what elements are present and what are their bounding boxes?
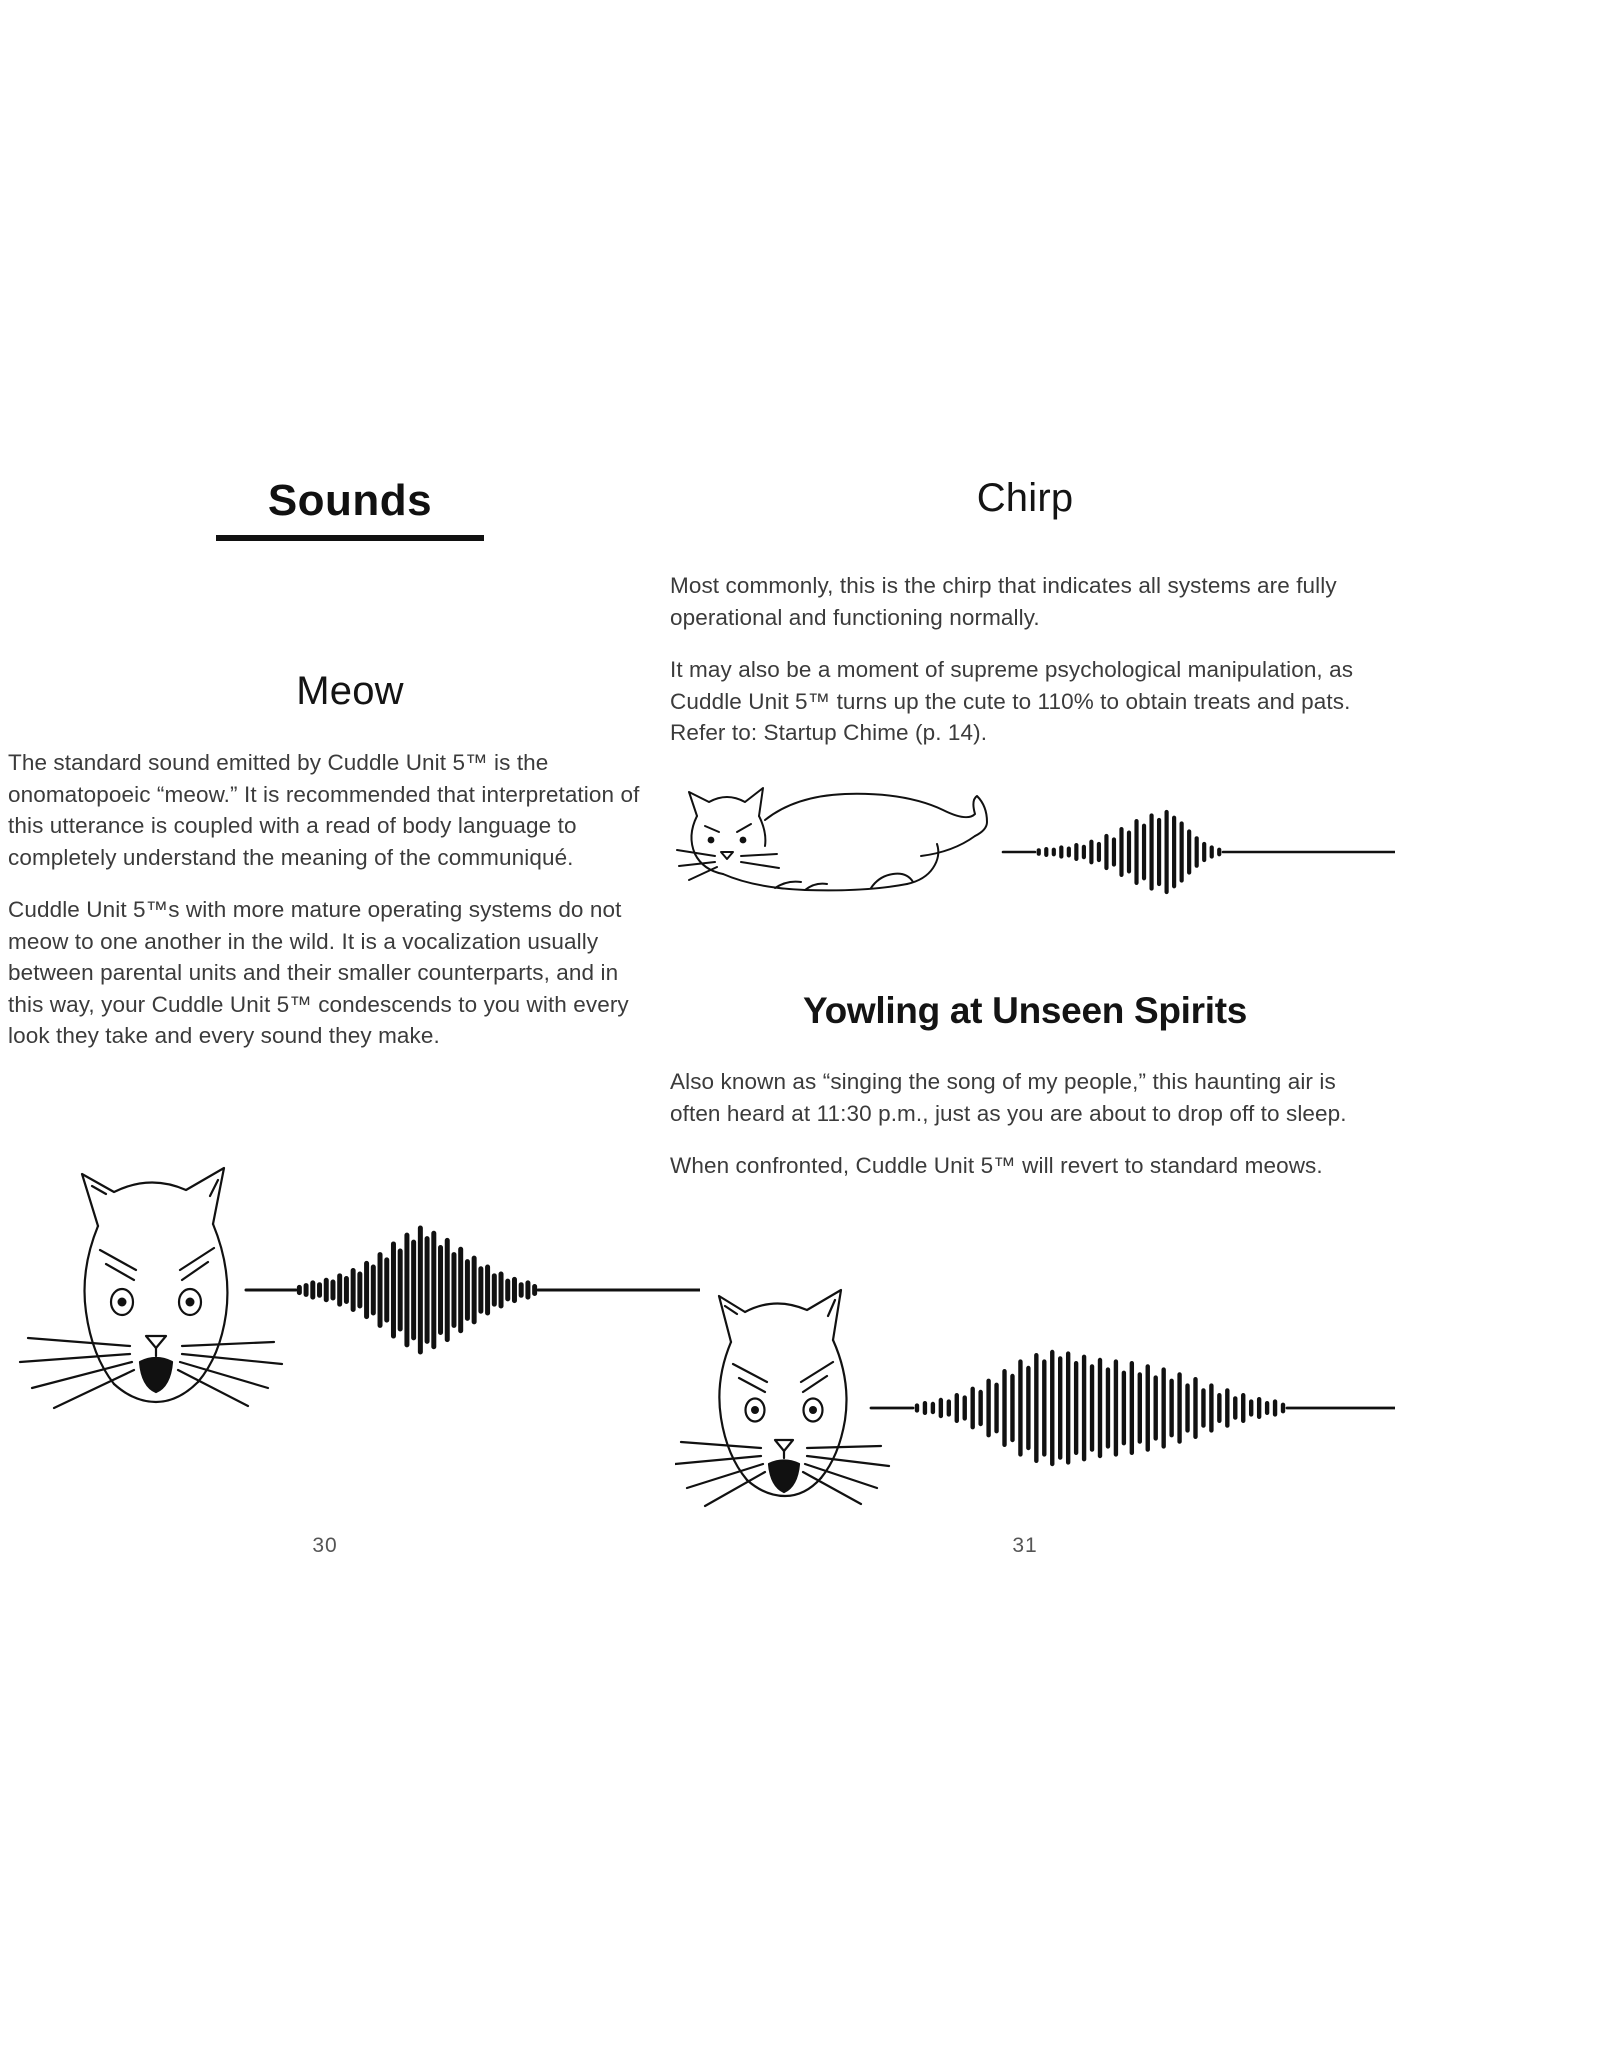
section-heading-meow: Meow <box>296 669 404 713</box>
paragraph: Also known as “singing the song of my people,” this haunting air is often heard at 11:30 p.m., just as you are about to drop off to sleep. <box>670 1069 1347 1126</box>
paragraph: When confronted, Cuddle Unit 5™ will revert to standard meows. <box>670 1153 1323 1178</box>
page-title: Sounds <box>267 476 433 525</box>
illustration-cat-head-yowling-with-waveform <box>675 1260 1395 1520</box>
chirp-waveform <box>1003 812 1395 892</box>
chapter-title-block <box>0 477 700 541</box>
left-page <box>0 0 700 1600</box>
section-heading-yowling: Yowling at Unseen Spirits <box>802 990 1248 1031</box>
section-body-chirp <box>670 570 1370 749</box>
right-page <box>670 0 1575 1600</box>
page-number-left: 30 <box>312 1534 338 1557</box>
chapter-title-rule <box>216 535 484 541</box>
paragraph: Cuddle Unit 5™s with more mature operating systems do not meow to one another in the wild. It is a vocalization usually between parental units and their smaller counterparts, and in this way, your Cuddle Unit 5™ condescends to you with every look they take and every sound they make. <box>8 897 629 1048</box>
paragraph: Most commonly, this is the chirp that indicates all systems are fully operational and functioning normally. <box>670 573 1337 630</box>
page-number-right: 31 <box>1012 1534 1038 1557</box>
section-heading-chirp: Chirp <box>976 476 1074 520</box>
meow-waveform <box>246 1228 700 1352</box>
illustration-cat-head-meowing-with-waveform <box>10 1130 700 1460</box>
illustration-cat-lying-down-with-waveform <box>675 770 1395 910</box>
section-body-meow <box>8 747 645 1052</box>
paragraph: The standard sound emitted by Cuddle Unit 5™ is the onomatopoeic “meow.” It is recommended that interpretation of this utterance is coupled with a read of body language to completely understand the meaning of the communiqué. <box>8 750 640 870</box>
section-body-yowling <box>670 1066 1370 1182</box>
paragraph: It may also be a moment of supreme psychological manipulation, as Cuddle Unit 5™ turns up the cute to 110% to obtain treats and pats. Refer to: Startup Chime (p. 14). <box>670 657 1354 745</box>
yowl-waveform <box>871 1352 1395 1464</box>
